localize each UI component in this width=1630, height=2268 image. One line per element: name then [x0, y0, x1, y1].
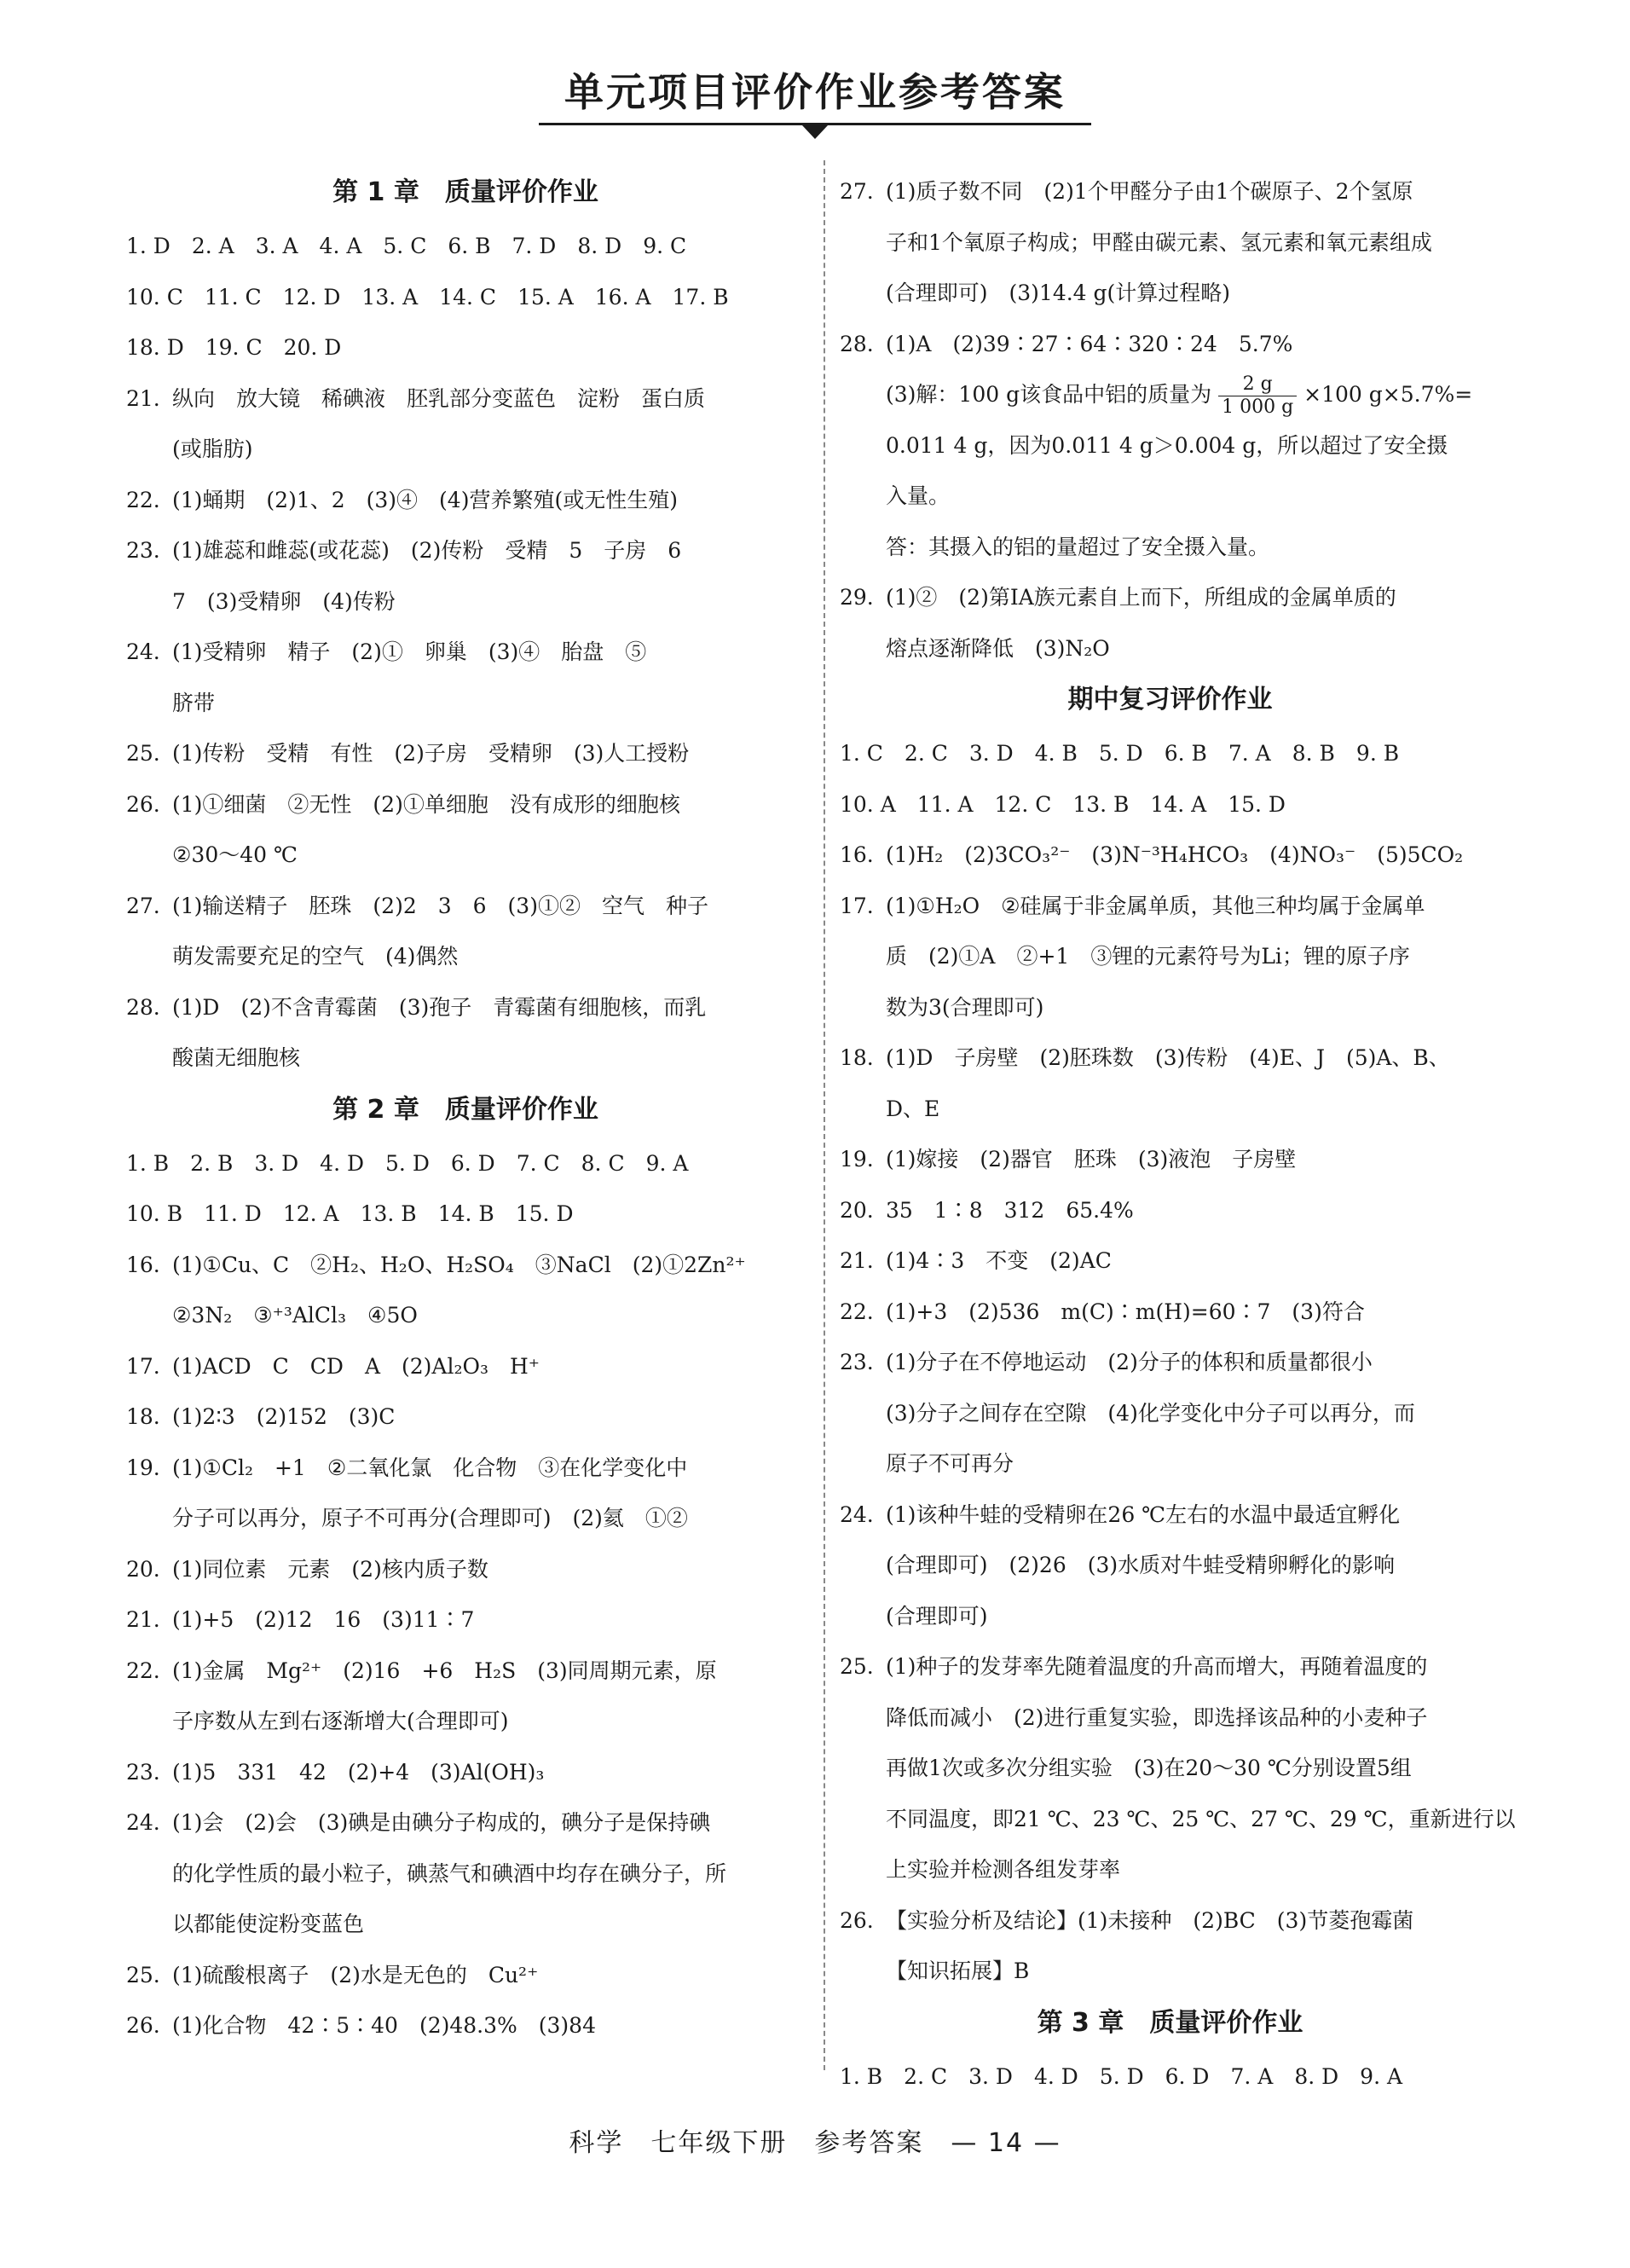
question-number: 20. [840, 1197, 874, 1223]
answer-line: 脐带 [172, 690, 216, 715]
answer-item [126, 881, 805, 982]
answer-text [886, 1641, 1516, 1895]
answer-item [126, 373, 805, 475]
answer-text [172, 525, 805, 627]
question-number: 24. [126, 1810, 160, 1835]
question-number: 25. [126, 1962, 160, 1987]
answer-item [126, 1950, 805, 2001]
question-number: 20. [126, 1556, 160, 1582]
answer-text [172, 627, 805, 728]
question-number: 17. [840, 893, 874, 918]
solution-text: (3)解：100 g该食品中铝的质量为 [886, 382, 1212, 407]
mc-answer-line: 18. D 19. C 20. D [126, 335, 342, 360]
question-number: 19. [840, 1147, 874, 1172]
answer-item-28 [840, 319, 1500, 573]
question-number: 24. [840, 1501, 874, 1527]
answer-text [172, 373, 805, 475]
answer-line: (1)D (2)不含青霉菌 (3)孢子 青霉菌有细胞核，而乳 [172, 994, 707, 1020]
answer-text [886, 1185, 1500, 1236]
left-column [126, 166, 805, 2051]
answer-text [172, 1950, 805, 2001]
question-number: 17. [126, 1353, 160, 1379]
answer-line: (1)D 子房壁 (2)胚珠数 (3)传粉 (4)E、J (5)A、B、 [886, 1045, 1450, 1070]
question-number: 27. [840, 179, 874, 204]
answer-text [172, 728, 805, 779]
answer-item [840, 572, 1500, 674]
answer-line: (1)受精卵 精子 (2)① 卵巢 (3)④ 胎盘 ⑤ [172, 639, 647, 664]
answer-text [172, 982, 805, 1084]
answer-item [840, 166, 1500, 319]
answer-item [840, 1185, 1500, 1236]
answer-line: (1)② (2)第ⅠA族元素自上而下，所组成的金属单质的 [886, 585, 1396, 610]
answer-item [126, 982, 805, 1084]
answer-item [126, 1646, 805, 1747]
answer-line: 降低而减小 (2)进行重复实验，即选择该品种的小麦种子 [886, 1704, 1428, 1730]
answer-item [840, 1490, 1500, 1642]
mc-answer-line: 10. A 11. A 12. C 13. B 14. A 15. D [840, 791, 1286, 817]
answer-item [840, 1641, 1516, 1895]
page-title: 单元项目评价作业参考答案 [539, 61, 1091, 125]
chapter-3-mc-answers [840, 2051, 1500, 2103]
answer-line: (1)4∶3 不变 (2)AC [886, 1248, 1112, 1273]
mc-answer-line: 1. B 2. C 3. D 4. D 5. D 6. D 7. A 8. D 9. A [840, 2063, 1403, 2089]
answer-line: 入量。 [886, 483, 951, 508]
answer-text [886, 1287, 1500, 1338]
answer-line: (或脂肪) [172, 437, 253, 461]
answer-text [886, 572, 1500, 674]
answer-line: 不同温度，即21 ℃、23 ℃、25 ℃、27 ℃、29 ℃，重新进行以 [886, 1806, 1516, 1831]
answer-line: 子和1个氧原子构成；甲醛由碳元素、氢元素和氧元素组成 [886, 229, 1432, 255]
answer-line: (1)会 (2)会 (3)碘是由碘分子构成的，碘分子是保持碘 [172, 1810, 711, 1835]
chapter-3-title: 第 3 章 质量评价作业 [1037, 2007, 1303, 2038]
chapter-1-mc-answers [126, 221, 805, 373]
answer-line: (1)输送精子 胚珠 (2)2 3 6 (3)①② 空气 种子 [172, 893, 708, 918]
question-number: 26. [840, 1907, 874, 1933]
answer-text [172, 1544, 805, 1595]
answer-line: (1)①Cl₂ +1 ②二氧化氯 化合物 ③在化学变化中 [172, 1455, 688, 1480]
question-number: 23. [126, 1759, 160, 1785]
chapter-2-title: 第 2 章 质量评价作业 [332, 1094, 598, 1125]
midterm-mc-answers [840, 728, 1500, 830]
solution-text: ×100 g×5.7%= [1303, 382, 1473, 407]
answer-item [126, 1797, 805, 1950]
question-number: 26. [126, 2013, 160, 2038]
answer-text [886, 830, 1500, 881]
answer-line: (合理即可) (2)26 (3)水质对牛蛙受精卵孵化的影响 [886, 1553, 1396, 1577]
answer-line: 【实验分析及结论】(1)未接种 (2)BC (3)节菱孢霉菌 [886, 1907, 1414, 1933]
answer-line: 上实验并检测各组发芽率 [886, 1857, 1121, 1882]
answer-text [172, 1646, 805, 1747]
answer-line: (1)质子数不同 (2)1个甲醛分子由1个碳原子、2个氢原 [886, 179, 1413, 204]
answer-item [126, 627, 805, 728]
answer-line: (1)ACD C CD A (2)Al₂O₃ H⁺ [172, 1353, 540, 1379]
column-divider [824, 160, 825, 2070]
answer-line: 原子不可再分 [886, 1451, 1014, 1476]
fraction [1218, 373, 1297, 419]
question-number: 16. [840, 842, 874, 867]
answer-line: 【知识拓展】B [886, 1958, 1030, 1983]
answer-line: (1)硫酸根离子 (2)水是无色的 Cu²⁺ [172, 1962, 539, 1987]
question-number: 28. [840, 331, 874, 356]
answer-item [126, 1443, 805, 1544]
answer-item [126, 2000, 805, 2051]
answer-line: (合理即可) (3)14.4 g(计算过程略) [886, 281, 1231, 305]
answer-item [840, 1235, 1500, 1287]
answer-item [126, 1240, 805, 1341]
answer-item [126, 1594, 805, 1646]
answer-line: (1)同位素 元素 (2)核内质子数 [172, 1556, 488, 1582]
answer-text [172, 1240, 805, 1341]
answer-line: (1)种子的发芽率先随着温度的升高而增大，再随着温度的 [886, 1654, 1428, 1679]
answer-line: (1)①Cu、C ②H₂、H₂O、H₂SO₄ ③NaCl (2)①2Zn²⁺ [172, 1252, 746, 1277]
answer-text [172, 1391, 805, 1443]
answer-line: (合理即可) [886, 1603, 988, 1629]
fraction-numerator: 2 g [1218, 373, 1297, 396]
fraction-denominator: 1 000 g [1222, 396, 1294, 418]
answer-text [886, 881, 1500, 1033]
question-number: 21. [126, 385, 160, 411]
answer-line: ②30～40 ℃ [172, 842, 298, 867]
answer-item [126, 475, 805, 526]
answer-item [840, 1287, 1500, 1338]
answer-text [172, 1443, 805, 1544]
mc-answer-line: 1. D 2. A 3. A 4. A 5. C 6. B 7. D 8. D 9. C [126, 234, 687, 258]
answer-text [172, 1594, 805, 1646]
answer-item [126, 1391, 805, 1443]
answer-line: 再做1次或多次分组实验 (3)在20～30 ℃分别设置5组 [886, 1756, 1412, 1780]
chapter-2-items-end [840, 572, 1500, 674]
answer-item [840, 1134, 1500, 1185]
answer-line: 子序数从左到右逐渐增大(合理即可) [172, 1709, 509, 1733]
title-arrow-decoration [802, 125, 828, 139]
answer-text [172, 881, 805, 982]
answer-line-with-fraction [886, 369, 1500, 420]
answer-line: (1)雄蕊和雌蕊(或花蕊) (2)传粉 受精 5 子房 6 [172, 538, 682, 563]
answer-item [840, 881, 1500, 1033]
answer-text [886, 1134, 1500, 1185]
question-number: 29. [840, 585, 874, 610]
answer-line: D、E [886, 1096, 940, 1121]
answer-line: 7 (3)受精卵 (4)传粉 [172, 588, 396, 614]
answer-text [172, 1747, 805, 1798]
question-number: 24. [126, 639, 160, 664]
answer-item [840, 1337, 1500, 1490]
question-number: 21. [840, 1248, 874, 1273]
answer-line: (1)①H₂O ②硅属于非金属单质，其他三种均属于金属单 [886, 893, 1425, 918]
chapter-1-title: 第 1 章 质量评价作业 [332, 177, 598, 207]
answer-text [172, 1797, 805, 1950]
question-number: 28. [126, 994, 160, 1020]
right-column [840, 166, 1516, 2102]
page-footer: 科学 七年级下册 参考答案 — 14 — [569, 2128, 1061, 2158]
answer-line: 数为3(合理即可) [886, 994, 1044, 1020]
answer-line: (3)分子之间存在空隙 (4)化学变化中分子可以再分，而 [886, 1400, 1415, 1426]
answer-item [126, 1341, 805, 1392]
question-number: 22. [840, 1299, 874, 1324]
answer-text [172, 475, 805, 526]
answer-line: (1)+5 (2)12 16 (3)11∶7 [172, 1607, 475, 1632]
chapter-2-items [126, 1240, 805, 2051]
mc-answer-line: 1. B 2. B 3. D 4. D 5. D 6. D 7. C 8. C 9. A [126, 1150, 689, 1176]
answer-line: 纵向 放大镜 稀碘液 胚乳部分变蓝色 淀粉 蛋白质 [172, 385, 706, 411]
answer-text [172, 2000, 805, 2051]
question-number: 25. [126, 741, 160, 766]
answer-line: (1)蛹期 (2)1、2 (3)④ (4)营养繁殖(或无性生殖) [172, 487, 678, 512]
answer-text [886, 166, 1500, 319]
answer-item [840, 1033, 1500, 1134]
midterm-items [840, 830, 1516, 1997]
mc-answer-line: 1. C 2. C 3. D 4. B 5. D 6. B 7. A 8. B 9. B [840, 741, 1400, 766]
answer-line: 酸菌无细胞核 [172, 1045, 301, 1070]
midterm-title: 期中复习评价作业 [1067, 685, 1273, 715]
answer-line: 以都能使淀粉变蓝色 [172, 1912, 365, 1936]
answer-line: 的化学性质的最小粒子，碘蒸气和碘酒中均存在碘分子，所 [172, 1860, 727, 1886]
answer-text [172, 779, 805, 881]
answer-line: (1)该种牛蛙的受精卵在26 ℃左右的水温中最适宜孵化 [886, 1501, 1401, 1527]
answer-line: 熔点逐渐降低 (3)N₂O [886, 635, 1110, 661]
answer-text [886, 1235, 1500, 1287]
question-number: 16. [126, 1252, 160, 1277]
question-number: 23. [840, 1350, 874, 1374]
question-number: 22. [126, 1658, 160, 1683]
answer-line: 质 (2)①A ②+1 ③锂的元素符号为Li；锂的原子序 [886, 944, 1410, 969]
answer-text [886, 1033, 1500, 1134]
answer-line: 35 1∶8 312 65.4% [886, 1197, 1134, 1223]
question-number: 18. [126, 1404, 160, 1429]
answer-line: ②3N₂ ③⁺³AlCl₃ ④5O [172, 1303, 418, 1328]
answer-text [886, 1490, 1500, 1642]
answer-line: (1)2∶3 (2)152 (3)C [172, 1404, 396, 1429]
answer-line: 萌发需要充足的空气 (4)偶然 [172, 944, 459, 969]
answer-line: (1)传粉 受精 有性 (2)子房 受精卵 (3)人工授粉 [172, 741, 690, 766]
answer-line: (1)①细菌 ②无性 (2)①单细胞 没有成形的细胞核 [172, 791, 680, 817]
question-number: 19. [126, 1455, 160, 1480]
answer-line: 答：其摄入的铝的量超过了安全摄入量。 [886, 534, 1270, 559]
answer-item [840, 1895, 1500, 1997]
page-header [0, 61, 1630, 139]
answer-line: (1)A (2)39∶27∶64∶320∶24 5.7% [886, 331, 1293, 356]
answer-line: (1)化合物 42∶5∶40 (2)48.3% (3)84 [172, 2013, 596, 2038]
answer-item [126, 1544, 805, 1595]
answer-line: (1)H₂ (2)3CO₃²⁻ (3)N⁻³H₄HCO₃ (4)NO₃⁻ (5)5CO₂ [886, 842, 1464, 867]
answer-line: (1)+3 (2)536 m(C)∶m(H)=60∶7 (3)符合 [886, 1299, 1365, 1324]
chapter-2-mc-answers [126, 1138, 805, 1240]
mc-answer-line: 10. B 11. D 12. A 13. B 14. B 15. D [126, 1201, 574, 1226]
question-number: 23. [126, 538, 160, 563]
mc-answer-line: 10. C 11. C 12. D 13. A 14. C 15. A 16. A 17. B [126, 284, 729, 310]
question-number: 18. [840, 1045, 874, 1070]
answer-line: (1)嫁接 (2)器官 胚珠 (3)液泡 子房壁 [886, 1147, 1297, 1172]
answer-item [126, 779, 805, 881]
answer-item [126, 728, 805, 779]
question-number: 25. [840, 1654, 874, 1679]
question-number: 22. [126, 487, 160, 512]
answer-line: 分子可以再分，原子不可再分(合理即可) (2)氦 ①② [172, 1506, 688, 1530]
chapter-1-items [126, 373, 805, 1084]
answer-line: 0.011 4 g，因为0.011 4 g＞0.004 g，所以超过了安全摄 [886, 432, 1448, 458]
answer-text [886, 1895, 1500, 1997]
question-number: 27. [126, 893, 160, 918]
answer-item [126, 525, 805, 627]
question-number: 21. [126, 1607, 160, 1632]
answer-item [840, 830, 1500, 881]
chapter-2-items-continued [840, 166, 1500, 319]
answer-text [172, 1341, 805, 1392]
answer-text [886, 1337, 1500, 1490]
answer-line: (1)5 331 42 (2)+4 (3)Al(OH)₃ [172, 1759, 545, 1785]
question-number: 26. [126, 791, 160, 817]
answer-item [126, 1747, 805, 1798]
answer-line: (1)分子在不停地运动 (2)分子的体积和质量都很小 [886, 1350, 1373, 1374]
answer-line: (1)金属 Mg²⁺ (2)16 +6 H₂S (3)同周期元素，原 [172, 1658, 717, 1683]
